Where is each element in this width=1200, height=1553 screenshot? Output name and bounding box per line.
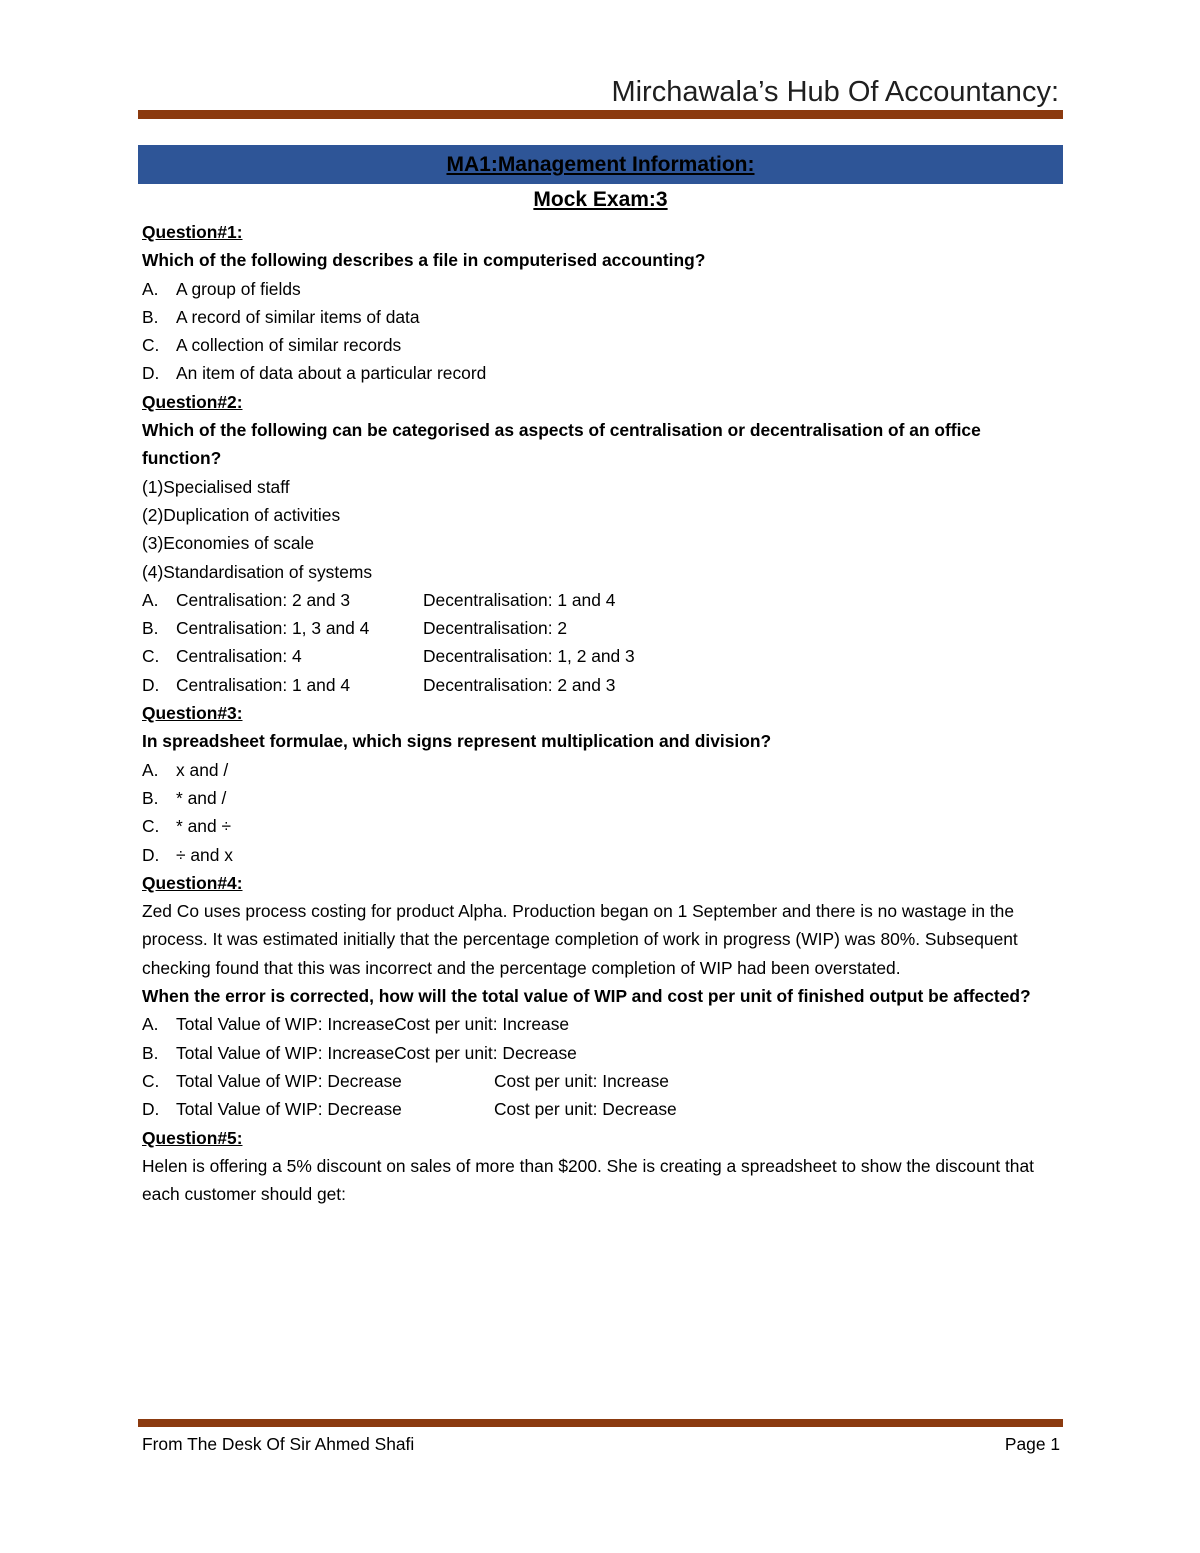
question-text: Which of the following can be categorised as aspects of centralisation or decentralisation of an office function? xyxy=(142,420,981,469)
option-text: A record of similar items of data xyxy=(176,306,420,327)
answer-option xyxy=(142,756,1060,784)
answer-option xyxy=(142,303,1060,331)
option-centralisation: Centralisation: 2 and 3 xyxy=(176,589,351,610)
option-decentralisation: Decentralisation: 2 xyxy=(423,618,568,639)
option-text: * and / xyxy=(176,787,227,808)
option-letter: D. xyxy=(142,844,160,865)
option-cost: Cost per unit: Decrease xyxy=(494,1099,677,1120)
answer-option xyxy=(142,1010,1060,1038)
option-decentralisation: Decentralisation: 1 and 4 xyxy=(423,589,616,610)
option-letter: C. xyxy=(142,816,160,837)
option-wip: Total Value of WIP: Decrease xyxy=(176,1099,402,1120)
question-heading: Question#3: xyxy=(142,703,243,724)
option-text: An item of data about a particular record xyxy=(176,363,487,384)
answer-option xyxy=(142,331,1060,359)
option-text: A group of fields xyxy=(176,278,301,299)
option-letter: D. xyxy=(142,1099,160,1120)
question-heading: Question#5: xyxy=(142,1127,243,1148)
footer-rule xyxy=(138,1419,1063,1427)
option-letter: D. xyxy=(142,674,160,695)
question-scenario: Zed Co uses process costing for product Alpha. Production began on 1 September and there is no wastage in the process. It was estimated initially that the percentage completion of work in progress (WIP) was 80%. Subsequent checking found that this was incorrect and the percentage completion of WIP had been overstated. xyxy=(142,901,1018,978)
option-letter: B. xyxy=(142,1042,159,1063)
answer-option xyxy=(142,586,1060,614)
question-scenario: Helen is offering a 5% discount on sales of more than $200. She is creating a spreadsheet to show the discount that each customer should get: xyxy=(142,1155,1034,1205)
option-decentralisation: Decentralisation: 2 and 3 xyxy=(423,674,616,695)
banner-title: MA1:Management Information: xyxy=(446,153,755,176)
answer-option xyxy=(142,1095,1060,1123)
option-letter: C. xyxy=(142,335,160,356)
answer-option xyxy=(142,1039,1060,1067)
title-banner xyxy=(138,145,1063,184)
answer-option xyxy=(142,784,1060,812)
list-item: (3)Economies of scale xyxy=(142,533,315,554)
option-letter: A. xyxy=(142,1014,159,1035)
answer-option xyxy=(142,359,1060,387)
option-letter: D. xyxy=(142,363,160,384)
option-text: ÷ and x xyxy=(176,844,233,865)
option-letter: C. xyxy=(142,1070,160,1091)
footer-author: From The Desk Of Sir Ahmed Shafi xyxy=(142,1434,415,1454)
answer-option xyxy=(142,671,1060,699)
answer-option xyxy=(142,275,1060,303)
question-heading: Question#2: xyxy=(142,391,243,412)
list-item: (4)Standardisation of systems xyxy=(142,561,373,582)
question-heading: Question#4: xyxy=(142,872,243,893)
option-letter: C. xyxy=(142,646,160,667)
option-text: * and ÷ xyxy=(176,816,231,837)
answer-option xyxy=(142,614,1060,642)
option-decentralisation: Decentralisation: 1, 2 and 3 xyxy=(423,646,635,667)
option-letter: B. xyxy=(142,306,159,327)
page-number: Page 1 xyxy=(1004,1434,1060,1454)
option-letter: A. xyxy=(142,278,159,299)
answer-option xyxy=(142,642,1060,670)
option-cost: Cost per unit: Increase xyxy=(494,1070,669,1091)
option-wip: Total Value of WIP: Decrease xyxy=(176,1070,402,1091)
list-item: (1)Specialised staff xyxy=(142,476,290,497)
answer-option xyxy=(142,812,1060,840)
option-text: x and / xyxy=(176,759,229,780)
option-centralisation: Centralisation: 4 xyxy=(176,646,302,667)
exam-content xyxy=(142,218,1060,1208)
option-text: A collection of similar records xyxy=(176,335,402,356)
header-rule xyxy=(138,110,1063,119)
option-letter: B. xyxy=(142,787,159,808)
option-letter: A. xyxy=(142,589,159,610)
question-text: Which of the following describes a file in computerised accounting? xyxy=(142,250,706,271)
option-letter: A. xyxy=(142,759,159,780)
option-centralisation: Centralisation: 1, 3 and 4 xyxy=(176,618,370,639)
answer-option xyxy=(142,841,1060,869)
exam-subtitle: Mock Exam:3 xyxy=(533,188,668,211)
header-title: Mirchawala’s Hub Of Accountancy: xyxy=(611,76,1059,108)
option-letter: B. xyxy=(142,618,159,639)
option-centralisation: Centralisation: 1 and 4 xyxy=(176,674,351,695)
answer-option xyxy=(142,1067,1060,1095)
question-text: In spreadsheet formulae, which signs represent multiplication and division? xyxy=(142,731,772,752)
question-heading: Question#1: xyxy=(142,222,243,242)
option-wip: Total Value of WIP: IncreaseCost per unit: Increase xyxy=(176,1014,570,1035)
option-wip: Total Value of WIP: IncreaseCost per unit: Decrease xyxy=(176,1042,577,1063)
list-item: (2)Duplication of activities xyxy=(142,504,341,525)
question-text: When the error is corrected, how will the total value of WIP and cost per unit of finished output be affected? xyxy=(142,986,1031,1007)
